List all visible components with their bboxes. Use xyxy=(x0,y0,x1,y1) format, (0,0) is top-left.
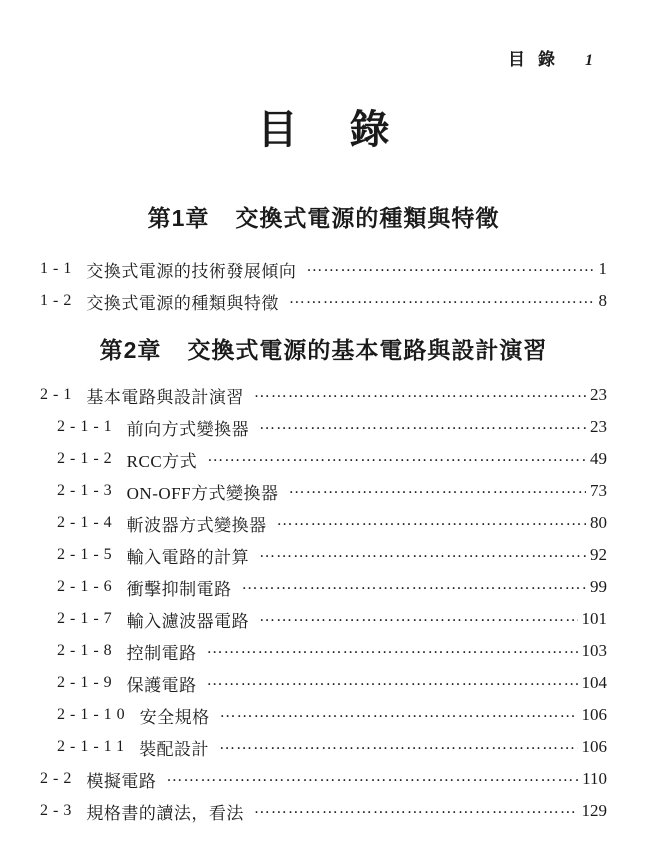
running-header xyxy=(40,45,593,69)
toc-entry xyxy=(40,731,607,763)
entry-title: 基本電路與設計演習 xyxy=(86,387,244,407)
dot-leader xyxy=(254,799,578,819)
dot-leader xyxy=(207,639,578,659)
entry-title: 交換式電源的種類與特徵 xyxy=(86,293,279,313)
toc-entry xyxy=(40,253,607,285)
dot-leader xyxy=(166,767,578,787)
entry-title: RCC方式 xyxy=(126,451,198,471)
dot-leader xyxy=(207,671,578,691)
entry-label: 2-1-6 xyxy=(57,578,117,595)
running-header-title-char: 目 xyxy=(508,50,525,69)
dot-leader xyxy=(259,607,577,627)
toc-entry xyxy=(40,603,607,635)
entry-title: 斬波器方式變換器 xyxy=(126,515,267,535)
entry-page-number: 73 xyxy=(590,481,607,500)
dot-leader xyxy=(259,543,586,563)
entry-page-number: 106 xyxy=(581,705,607,724)
dot-leader xyxy=(242,575,586,595)
toc-entry xyxy=(40,285,607,317)
entry-page-number: 23 xyxy=(590,417,607,436)
entry-page-number: 92 xyxy=(590,545,607,564)
entry-title: 裝配設計 xyxy=(139,739,210,759)
entry-title: 交換式電源的技術發展傾向 xyxy=(86,261,297,281)
entry-label: 2-1-2 xyxy=(57,450,117,467)
toc-entry xyxy=(40,507,607,539)
chapter-number: 第1章 xyxy=(147,205,210,231)
chapter-title: 交換式電源的種類與特徵 xyxy=(235,205,500,231)
dot-leader xyxy=(277,511,586,531)
entry-page-number: 103 xyxy=(581,641,607,660)
entry-label: 2-1 xyxy=(40,386,77,403)
entry-title: 前向方式變換器 xyxy=(126,419,250,439)
entry-label: 2-1-8 xyxy=(57,642,117,659)
entry-page-number: 1 xyxy=(598,259,607,278)
entry-page-number: 23 xyxy=(590,385,607,404)
chapter-number: 第2章 xyxy=(99,337,162,363)
dot-leader xyxy=(289,289,595,309)
entry-title: 安全規格 xyxy=(139,707,210,727)
page-title-char: 錄 xyxy=(349,108,390,152)
entry-title: 控制電路 xyxy=(126,643,197,663)
entry-page-number: 99 xyxy=(590,577,607,596)
page-title xyxy=(40,103,607,157)
entry-label: 2-1-4 xyxy=(57,514,117,531)
entry-label: 2-2 xyxy=(40,770,77,787)
chapter-heading xyxy=(40,333,607,367)
entry-title: 規格書的讀法，看法 xyxy=(86,803,244,823)
entry-page-number: 49 xyxy=(590,449,607,468)
entry-page-number: 110 xyxy=(582,769,607,788)
dot-leader xyxy=(219,735,577,755)
toc-entry xyxy=(40,795,607,827)
entry-label: 2-1-7 xyxy=(57,610,117,627)
entry-page-number: 104 xyxy=(581,673,607,692)
page-title-char: 目 xyxy=(257,108,298,152)
running-header-title-char: 錄 xyxy=(538,50,555,69)
toc-entry xyxy=(40,379,607,411)
entry-label: 2-1-9 xyxy=(57,674,117,691)
toc-entry xyxy=(40,443,607,475)
toc-entry xyxy=(40,411,607,443)
entry-label: 2-3 xyxy=(40,802,77,819)
entry-label: 1-2 xyxy=(40,292,77,309)
toc-entry xyxy=(40,539,607,571)
toc-entry xyxy=(40,635,607,667)
entry-page-number: 106 xyxy=(581,737,607,756)
toc-list xyxy=(40,201,607,827)
entry-label: 2-1-10 xyxy=(57,706,130,723)
entry-label: 2-1-5 xyxy=(57,546,117,563)
running-header-title xyxy=(508,45,555,70)
dot-leader xyxy=(220,703,578,723)
dot-leader xyxy=(207,447,586,467)
chapter-entries xyxy=(40,253,607,317)
dot-leader xyxy=(254,383,586,403)
toc-entry xyxy=(40,475,607,507)
toc-entry xyxy=(40,571,607,603)
entry-page-number: 80 xyxy=(590,513,607,532)
entry-label: 2-1-11 xyxy=(57,738,130,755)
entry-label: 2-1-1 xyxy=(57,418,117,435)
entry-title: 衝擊抑制電路 xyxy=(126,579,232,599)
entry-title: 輸入電路的計算 xyxy=(126,547,250,567)
entry-title: 輸入濾波器電路 xyxy=(126,611,250,631)
entry-label: 1-1 xyxy=(40,260,77,277)
toc-entry xyxy=(40,667,607,699)
entry-page-number: 101 xyxy=(581,609,607,628)
dot-leader xyxy=(306,257,594,277)
chapter-heading xyxy=(40,201,607,235)
entry-page-number: 8 xyxy=(598,291,607,310)
entry-title: 模擬電路 xyxy=(86,771,157,791)
chapter-title: 交換式電源的基本電路與設計演習 xyxy=(187,337,548,363)
entry-page-number: 129 xyxy=(581,801,607,820)
entry-title: ON-OFF方式變換器 xyxy=(126,483,279,503)
dot-leader xyxy=(289,479,586,499)
toc-entry xyxy=(40,763,607,795)
running-header-page-number: 1 xyxy=(585,52,593,69)
entry-label: 2-1-3 xyxy=(57,482,117,499)
dot-leader xyxy=(259,415,586,435)
toc-entry xyxy=(40,699,607,731)
chapter-entries xyxy=(40,379,607,827)
entry-title: 保護電路 xyxy=(126,675,197,695)
